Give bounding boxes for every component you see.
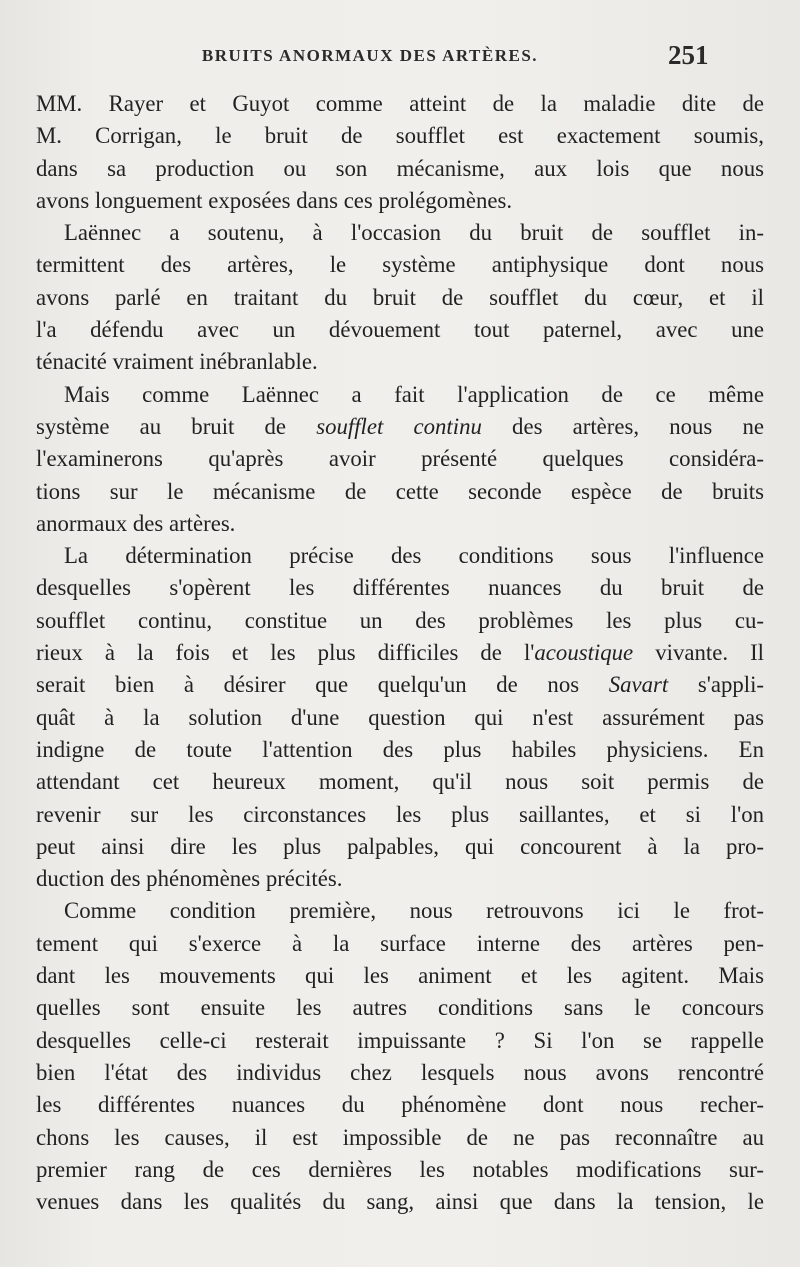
running-title: BRUITS ANORMAUX DES ARTÈRES. bbox=[201, 46, 539, 65]
text-line: premier rang de ces dernières les notables modifications sur- bbox=[36, 1156, 764, 1182]
text-line: Mais comme Laënnec a fait l'application de ce même bbox=[64, 381, 764, 407]
text-line: revenir sur les circonstances les plus saillantes, et si l'on bbox=[36, 801, 764, 827]
text-line: attendant cet heureux moment, qu'il nous soit permis de bbox=[36, 769, 764, 795]
text-line: anormaux des artères. bbox=[36, 510, 236, 536]
text-line: système au bruit de soufflet continu des artères, nous ne bbox=[36, 413, 764, 439]
text-line: tions sur le mécanisme de cette seconde espèce de bruits bbox=[36, 478, 764, 504]
text-line: venues dans les qualités du sang, ainsi que dans la tension, le bbox=[36, 1189, 764, 1215]
text-line: les différentes nuances du phénomène dont nous recher- bbox=[36, 1092, 764, 1118]
text-line: serait bien à désirer que quelqu'un de nos Savart s'appli- bbox=[36, 672, 764, 698]
text-line: chons les causes, il est impossible de ne pas reconnaître au bbox=[36, 1124, 764, 1150]
text-line: bien l'état des individus chez lesquels nous avons rencontré bbox=[36, 1059, 764, 1085]
text-line: tement qui s'exerce à la surface interne des artères pen- bbox=[36, 930, 764, 956]
text-line: peut ainsi dire les plus palpables, qui concourent à la pro- bbox=[36, 833, 764, 859]
text-line: quelles sont ensuite les autres conditions sans le concours bbox=[36, 995, 764, 1021]
text-line: dans sa production ou son mécanisme, aux lois que nous bbox=[36, 155, 764, 181]
text-line: termittent des artères, le système antiphysique dont nous bbox=[36, 252, 764, 278]
text-line: M. Corrigan, le bruit de soufflet est exactement soumis, bbox=[36, 123, 764, 149]
page-body bbox=[36, 88, 764, 1218]
text-line: ténacité vraiment inébranlable. bbox=[36, 349, 318, 375]
text-line: avons parlé en traitant du bruit de soufflet du cœur, et il bbox=[36, 284, 764, 310]
text-line: l'examinerons qu'après avoir présenté quelques considéra- bbox=[36, 446, 764, 472]
text-line: MM. Rayer et Guyot comme atteint de la maladie dite de bbox=[36, 91, 764, 116]
page-number: 251 bbox=[668, 40, 709, 70]
text-line: desquelles s'opèrent les différentes nuances du bruit de bbox=[36, 575, 764, 601]
text-line: rieux à la fois et les plus difficiles de l'acoustique vivante. Il bbox=[36, 640, 765, 666]
text-line: l'a défendu avec un dévouement tout paternel, avec une bbox=[36, 317, 764, 343]
text-line: Comme condition première, nous retrouvons ici le frot- bbox=[64, 898, 764, 924]
text-line: La détermination précise des conditions sous l'influence bbox=[64, 543, 764, 569]
text-line: quât à la solution d'une question qui n'est assurément pas bbox=[36, 704, 764, 730]
text-line: Laënnec a soutenu, à l'occasion du bruit de soufflet in- bbox=[64, 220, 764, 246]
text-line: desquelles celle-ci resterait impuissante ? Si l'on se rappelle bbox=[36, 1027, 764, 1053]
text-line: avons longuement exposées dans ces prolégomènes. bbox=[36, 187, 513, 213]
text-line: dant les mouvements qui les animent et les agitent. Mais bbox=[36, 963, 764, 989]
text-line: soufflet continu, constitue un des problèmes les plus cu- bbox=[36, 607, 764, 633]
text-line: duction des phénomènes précités. bbox=[36, 866, 343, 892]
text-line: indigne de toute l'attention des plus habiles physiciens. En bbox=[36, 736, 764, 762]
